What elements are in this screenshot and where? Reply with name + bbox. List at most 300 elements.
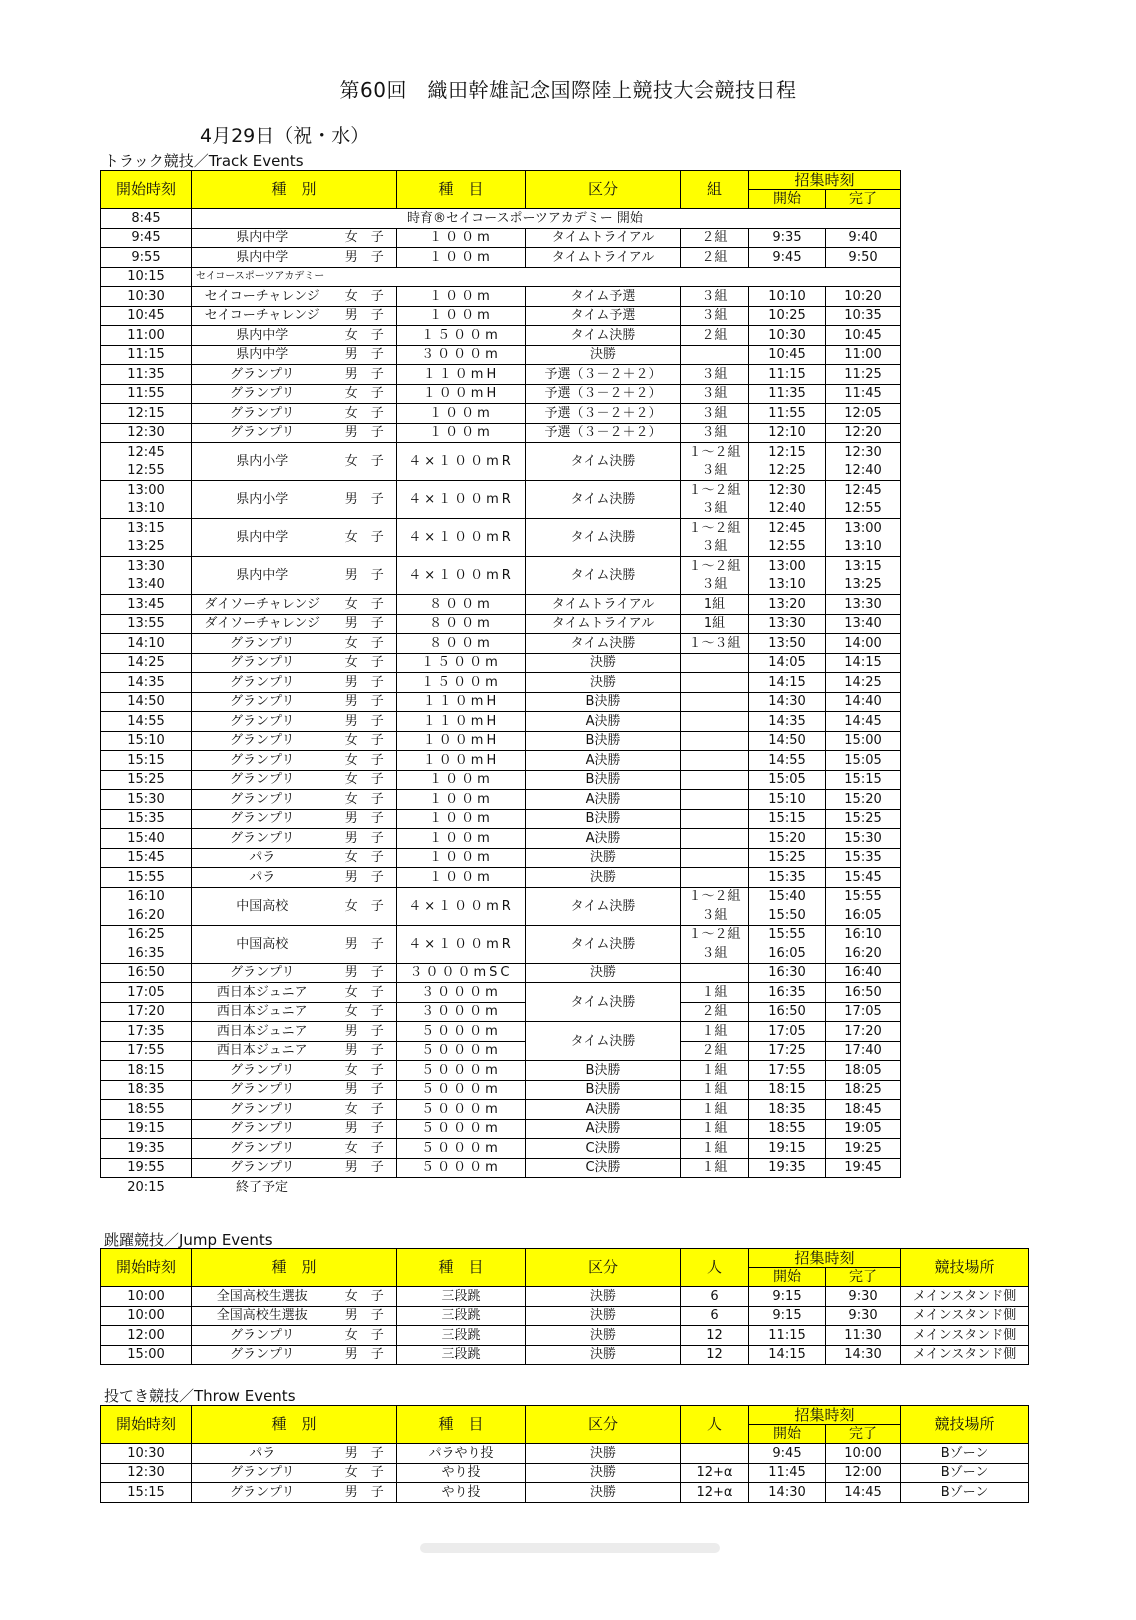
people: 6	[681, 1306, 749, 1326]
round: A決勝	[526, 751, 681, 771]
category: グランプリ	[192, 1100, 333, 1120]
start-time: 16:25	[101, 925, 192, 944]
sex: 男 子	[333, 1080, 397, 1100]
call-start: 9:15	[749, 1306, 826, 1326]
header-event: 種 目	[397, 171, 526, 209]
sex: 男 子	[333, 557, 397, 595]
category: グランプリ	[192, 692, 333, 712]
event: １１０mH	[397, 365, 526, 385]
start-time: 15:15	[101, 751, 192, 771]
category: グランプリ	[192, 1080, 333, 1100]
call-start: 16:30	[749, 963, 826, 983]
groups	[681, 790, 749, 810]
table-row	[101, 770, 901, 790]
event: １００m	[397, 287, 526, 307]
round: 決勝	[526, 1326, 681, 1346]
table-row	[101, 614, 901, 634]
groups: １組	[681, 1119, 749, 1139]
call-end: 15:25	[826, 809, 901, 829]
round: タイム予選	[526, 287, 681, 307]
empty-cell	[526, 1178, 681, 1197]
start-time: 10:45	[101, 306, 192, 326]
event: 三段跳	[397, 1345, 526, 1365]
call-start: 15:05	[749, 770, 826, 790]
call-end: 15:15	[826, 770, 901, 790]
start-time: 12:00	[101, 1326, 192, 1346]
call-end: 13:25	[826, 576, 901, 595]
call-start: 14:30	[749, 1483, 826, 1503]
table-row	[101, 848, 901, 868]
category: グランプリ	[192, 404, 333, 424]
track-section-label: トラック競技／Track Events	[104, 152, 304, 170]
event: １００m	[397, 829, 526, 849]
event: ４×１００mR	[397, 481, 526, 519]
sex: 男 子	[333, 829, 397, 849]
people	[681, 1444, 749, 1464]
call-start: 17:05	[749, 1022, 826, 1042]
groups: ２組	[681, 228, 749, 248]
sex: 女 子	[333, 887, 397, 925]
relay-row	[101, 519, 901, 538]
category: グランプリ	[192, 1139, 333, 1159]
start-time: 16:50	[101, 963, 192, 983]
call-end: 15:00	[826, 731, 901, 751]
groups: ３組	[681, 944, 749, 963]
start-time: 13:15	[101, 519, 192, 538]
header-venue: 競技場所	[901, 1249, 1029, 1287]
start-time: 10:30	[101, 1444, 192, 1464]
category: グランプリ	[192, 770, 333, 790]
call-end: 14:45	[826, 712, 901, 732]
category: パラ	[192, 848, 333, 868]
groups: ３組	[681, 423, 749, 443]
groups: １～２組	[681, 481, 749, 500]
table-row	[101, 1463, 1029, 1483]
table-row	[101, 228, 901, 248]
call-end: 18:25	[826, 1080, 901, 1100]
venue: メインスタンド側	[901, 1345, 1029, 1365]
note-text: セイコースポーツアカデミー	[192, 267, 901, 287]
table-row	[101, 1119, 901, 1139]
groups	[681, 673, 749, 693]
round: タイム決勝	[526, 443, 681, 481]
start-time: 15:30	[101, 790, 192, 810]
people: 12	[681, 1326, 749, 1346]
start-time: 11:15	[101, 345, 192, 365]
call-start: 13:10	[749, 576, 826, 595]
start-time: 16:10	[101, 887, 192, 906]
sex: 男 子	[333, 1306, 397, 1326]
event: １００m	[397, 790, 526, 810]
start-time: 18:35	[101, 1080, 192, 1100]
sex: 女 子	[333, 287, 397, 307]
round: B決勝	[526, 1080, 681, 1100]
empty-cell	[397, 1178, 526, 1197]
call-end: 17:20	[826, 1022, 901, 1042]
call-end: 15:05	[826, 751, 901, 771]
table-row	[101, 287, 901, 307]
call-end: 15:30	[826, 829, 901, 849]
event: １００mH	[397, 384, 526, 404]
venue: メインスタンド側	[901, 1306, 1029, 1326]
end-time: 20:15	[127, 1179, 165, 1195]
round: タイム決勝	[526, 557, 681, 595]
page-title: 第60回 織田幹雄記念国際陸上競技大会競技日程	[339, 78, 797, 102]
call-end: 16:10	[826, 925, 901, 944]
event: １００m	[397, 248, 526, 268]
category: 全国高校生選抜	[192, 1287, 333, 1307]
event: ４×１００mR	[397, 557, 526, 595]
category: グランプリ	[192, 1345, 333, 1365]
round: 決勝	[526, 963, 681, 983]
venue: Bゾーン	[901, 1463, 1029, 1483]
round: タイムトライアル	[526, 228, 681, 248]
groups	[681, 770, 749, 790]
event: ３０００m	[397, 983, 526, 1003]
category: グランプリ	[192, 673, 333, 693]
empty-cell	[333, 1178, 397, 1197]
groups	[681, 963, 749, 983]
start-time: 15:55	[101, 868, 192, 888]
groups: １～２組	[681, 443, 749, 462]
category: 全国高校生選抜	[192, 1306, 333, 1326]
call-start: 19:15	[749, 1139, 826, 1159]
category: セイコーチャレンジ	[192, 287, 333, 307]
call-end: 14:00	[826, 634, 901, 654]
groups: ３組	[681, 538, 749, 557]
venue: Bゾーン	[901, 1483, 1029, 1503]
sex: 女 子	[333, 751, 397, 771]
start-time: 15:35	[101, 809, 192, 829]
call-end: 15:45	[826, 868, 901, 888]
call-end: 12:55	[826, 500, 901, 519]
event: ４×１００mR	[397, 519, 526, 557]
groups: ２組	[681, 248, 749, 268]
call-end: 16:50	[826, 983, 901, 1003]
round: タイム決勝	[526, 519, 681, 557]
call-end: 10:45	[826, 326, 901, 346]
call-start: 12:55	[749, 538, 826, 557]
call-end: 11:45	[826, 384, 901, 404]
round: A決勝	[526, 1119, 681, 1139]
groups: ３組	[681, 287, 749, 307]
sex: 男 子	[333, 423, 397, 443]
people: 12+α	[681, 1483, 749, 1503]
start-time: 13:55	[101, 614, 192, 634]
jump-section-label: 跳躍競技／Jump Events	[104, 1231, 273, 1249]
event: ５０００m	[397, 1139, 526, 1159]
relay-row	[101, 557, 901, 576]
groups	[681, 653, 749, 673]
category: グランプリ	[192, 653, 333, 673]
call-start: 14:35	[749, 712, 826, 732]
category: グランプリ	[192, 751, 333, 771]
call-start: 12:15	[749, 443, 826, 462]
groups: １～３組	[681, 634, 749, 654]
sex: 女 子	[333, 1463, 397, 1483]
call-end: 17:05	[826, 1002, 901, 1022]
start-time: 10:00	[101, 1306, 192, 1326]
start-time: 13:25	[101, 538, 192, 557]
category: グランプリ	[192, 1463, 333, 1483]
call-end: 18:45	[826, 1100, 901, 1120]
header-venue: 競技場所	[901, 1406, 1029, 1444]
category: パラ	[192, 1444, 333, 1464]
event-date: 4月29日（祝・水）	[200, 125, 370, 147]
event: ４×１００mR	[397, 443, 526, 481]
category: グランプリ	[192, 384, 333, 404]
table-row	[101, 1139, 901, 1159]
category: セイコーチャレンジ	[192, 306, 333, 326]
start-time: 15:45	[101, 848, 192, 868]
event: ４×１００mR	[397, 887, 526, 925]
call-end: 10:35	[826, 306, 901, 326]
event: １５００m	[397, 326, 526, 346]
table-row	[101, 365, 901, 385]
round: C決勝	[526, 1139, 681, 1159]
round: タイム決勝	[526, 887, 681, 925]
event: ８００m	[397, 614, 526, 634]
groups: １組	[681, 1100, 749, 1120]
page-scroll-indicator	[420, 1543, 720, 1553]
round: タイム決勝	[526, 1022, 681, 1061]
groups	[681, 345, 749, 365]
groups: １組	[681, 1080, 749, 1100]
groups	[681, 868, 749, 888]
call-end: 14:15	[826, 653, 901, 673]
call-end: 13:30	[826, 595, 901, 615]
header-event: 種 目	[397, 1406, 526, 1444]
start-time: 14:35	[101, 673, 192, 693]
category: グランプリ	[192, 365, 333, 385]
event: ３０００mSC	[397, 963, 526, 983]
start-time: 11:35	[101, 365, 192, 385]
groups: ３組	[681, 306, 749, 326]
header-category: 種 別	[192, 1406, 397, 1444]
sex: 男 子	[333, 868, 397, 888]
event: １１０mH	[397, 692, 526, 712]
call-end: 15:55	[826, 887, 901, 906]
event: １００m	[397, 228, 526, 248]
sex: 女 子	[333, 443, 397, 481]
sex: 男 子	[333, 248, 397, 268]
start-time: 11:55	[101, 384, 192, 404]
call-start: 10:30	[749, 326, 826, 346]
end-text: 終了予定	[235, 1179, 288, 1195]
call-end: 15:35	[826, 848, 901, 868]
event: 三段跳	[397, 1287, 526, 1307]
header-group: 組	[681, 171, 749, 209]
round: タイムトライアル	[526, 248, 681, 268]
category: 県内中学	[192, 345, 333, 365]
call-end: 12:30	[826, 443, 901, 462]
table-row	[101, 790, 901, 810]
start-time: 17:20	[101, 1002, 192, 1022]
groups: １～２組	[681, 519, 749, 538]
event: １５００m	[397, 673, 526, 693]
round: 予選（３－２＋２）	[526, 423, 681, 443]
start-time: 10:30	[101, 287, 192, 307]
event: １００m	[397, 423, 526, 443]
event: ５０００m	[397, 1100, 526, 1120]
table-row	[101, 731, 901, 751]
table-row	[101, 751, 901, 771]
groups	[681, 848, 749, 868]
call-start: 14:30	[749, 692, 826, 712]
event: ５０００m	[397, 1080, 526, 1100]
round: 決勝	[526, 1287, 681, 1307]
start-time: 9:55	[101, 248, 192, 268]
call-start: 12:40	[749, 500, 826, 519]
header-people: 人	[681, 1249, 749, 1287]
category: 県内中学	[192, 557, 333, 595]
category: グランプリ	[192, 1326, 333, 1346]
header-row	[101, 1249, 1029, 1268]
people: 6	[681, 1287, 749, 1307]
call-start: 11:35	[749, 384, 826, 404]
start-time: 13:10	[101, 500, 192, 519]
call-start: 9:35	[749, 228, 826, 248]
call-start: 14:15	[749, 673, 826, 693]
groups: ２組	[681, 1002, 749, 1022]
header-call-end: 完了	[826, 190, 901, 209]
groups: ２組	[681, 1041, 749, 1061]
sex: 男 子	[333, 1158, 397, 1178]
round: タイム決勝	[526, 925, 681, 963]
call-start: 14:15	[749, 1345, 826, 1365]
event: １００m	[397, 868, 526, 888]
event: ５０００m	[397, 1022, 526, 1042]
header-call-start: 開始	[749, 1268, 826, 1287]
table-row	[101, 1002, 901, 1022]
relay-row	[101, 481, 901, 500]
start-time: 13:30	[101, 557, 192, 576]
event: ５０００m	[397, 1119, 526, 1139]
category: グランプリ	[192, 790, 333, 810]
event: ５０００m	[397, 1041, 526, 1061]
start-time: 17:55	[101, 1041, 192, 1061]
table-row	[101, 404, 901, 424]
event: ５０００m	[397, 1061, 526, 1081]
groups: ３組	[681, 404, 749, 424]
start-time: 17:35	[101, 1022, 192, 1042]
call-end: 12:20	[826, 423, 901, 443]
header-call-time: 招集時刻	[749, 1249, 901, 1268]
table-row	[101, 1022, 901, 1042]
venue: メインスタンド側	[901, 1287, 1029, 1307]
table-row	[101, 423, 901, 443]
sex: 男 子	[333, 963, 397, 983]
start-time: 11:00	[101, 326, 192, 346]
table-row	[101, 1080, 901, 1100]
start-time: 15:10	[101, 731, 192, 751]
sex: 男 子	[333, 1041, 397, 1061]
groups: 1組	[681, 614, 749, 634]
sex: 女 子	[333, 1100, 397, 1120]
event: ８００m	[397, 595, 526, 615]
round: B決勝	[526, 731, 681, 751]
category: 西日本ジュニア	[192, 1022, 333, 1042]
round: 予選（３－２＋２）	[526, 384, 681, 404]
sex: 男 子	[333, 1022, 397, 1042]
call-end: 18:05	[826, 1061, 901, 1081]
call-start: 10:25	[749, 306, 826, 326]
call-start: 15:15	[749, 809, 826, 829]
header-round: 区分	[526, 171, 681, 209]
sex: 女 子	[333, 326, 397, 346]
round: 決勝	[526, 848, 681, 868]
start-time: 9:45	[101, 228, 192, 248]
round: 予選（３－２＋２）	[526, 365, 681, 385]
call-start: 17:55	[749, 1061, 826, 1081]
call-start: 17:25	[749, 1041, 826, 1061]
call-end: 12:05	[826, 404, 901, 424]
sex: 女 子	[333, 1002, 397, 1022]
round: A決勝	[526, 1100, 681, 1120]
call-end: 14:30	[826, 1345, 901, 1365]
round: A決勝	[526, 829, 681, 849]
sex: 男 子	[333, 1119, 397, 1139]
call-start: 12:25	[749, 462, 826, 481]
call-start: 14:55	[749, 751, 826, 771]
call-end: 13:10	[826, 538, 901, 557]
call-start: 14:50	[749, 731, 826, 751]
sex: 男 子	[333, 925, 397, 963]
table-row	[101, 1306, 1029, 1326]
header-start-time: 開始時刻	[101, 1406, 192, 1444]
sex: 女 子	[333, 731, 397, 751]
jump-schedule-table	[100, 1248, 1029, 1365]
start-time: 13:00	[101, 481, 192, 500]
empty-cell	[749, 1178, 826, 1197]
end-row	[101, 1178, 901, 1197]
sex: 女 子	[333, 1287, 397, 1307]
call-start: 15:20	[749, 829, 826, 849]
call-end: 11:00	[826, 345, 901, 365]
groups	[681, 751, 749, 771]
round: B決勝	[526, 692, 681, 712]
table-row	[101, 345, 901, 365]
start-time: 16:20	[101, 906, 192, 925]
table-row	[101, 248, 901, 268]
start-time: 14:10	[101, 634, 192, 654]
call-end: 16:05	[826, 906, 901, 925]
header-call-time: 招集時刻	[749, 171, 901, 190]
people: 12+α	[681, 1463, 749, 1483]
groups: ３組	[681, 462, 749, 481]
table-row	[101, 1345, 1029, 1365]
category: グランプリ	[192, 423, 333, 443]
table-row	[101, 868, 901, 888]
call-end: 17:40	[826, 1041, 901, 1061]
sex: 女 子	[333, 634, 397, 654]
start-time: 12:15	[101, 404, 192, 424]
call-start: 18:15	[749, 1080, 826, 1100]
call-start: 14:05	[749, 653, 826, 673]
call-end: 15:20	[826, 790, 901, 810]
event: ８００m	[397, 634, 526, 654]
category: グランプリ	[192, 1483, 333, 1503]
event: 三段跳	[397, 1306, 526, 1326]
category: グランプリ	[192, 712, 333, 732]
groups: １～２組	[681, 887, 749, 906]
header-call-time: 招集時刻	[749, 1406, 901, 1425]
sex: 男 子	[333, 692, 397, 712]
call-end: 14:25	[826, 673, 901, 693]
round: B決勝	[526, 809, 681, 829]
table-row	[101, 963, 901, 983]
call-end: 16:20	[826, 944, 901, 963]
